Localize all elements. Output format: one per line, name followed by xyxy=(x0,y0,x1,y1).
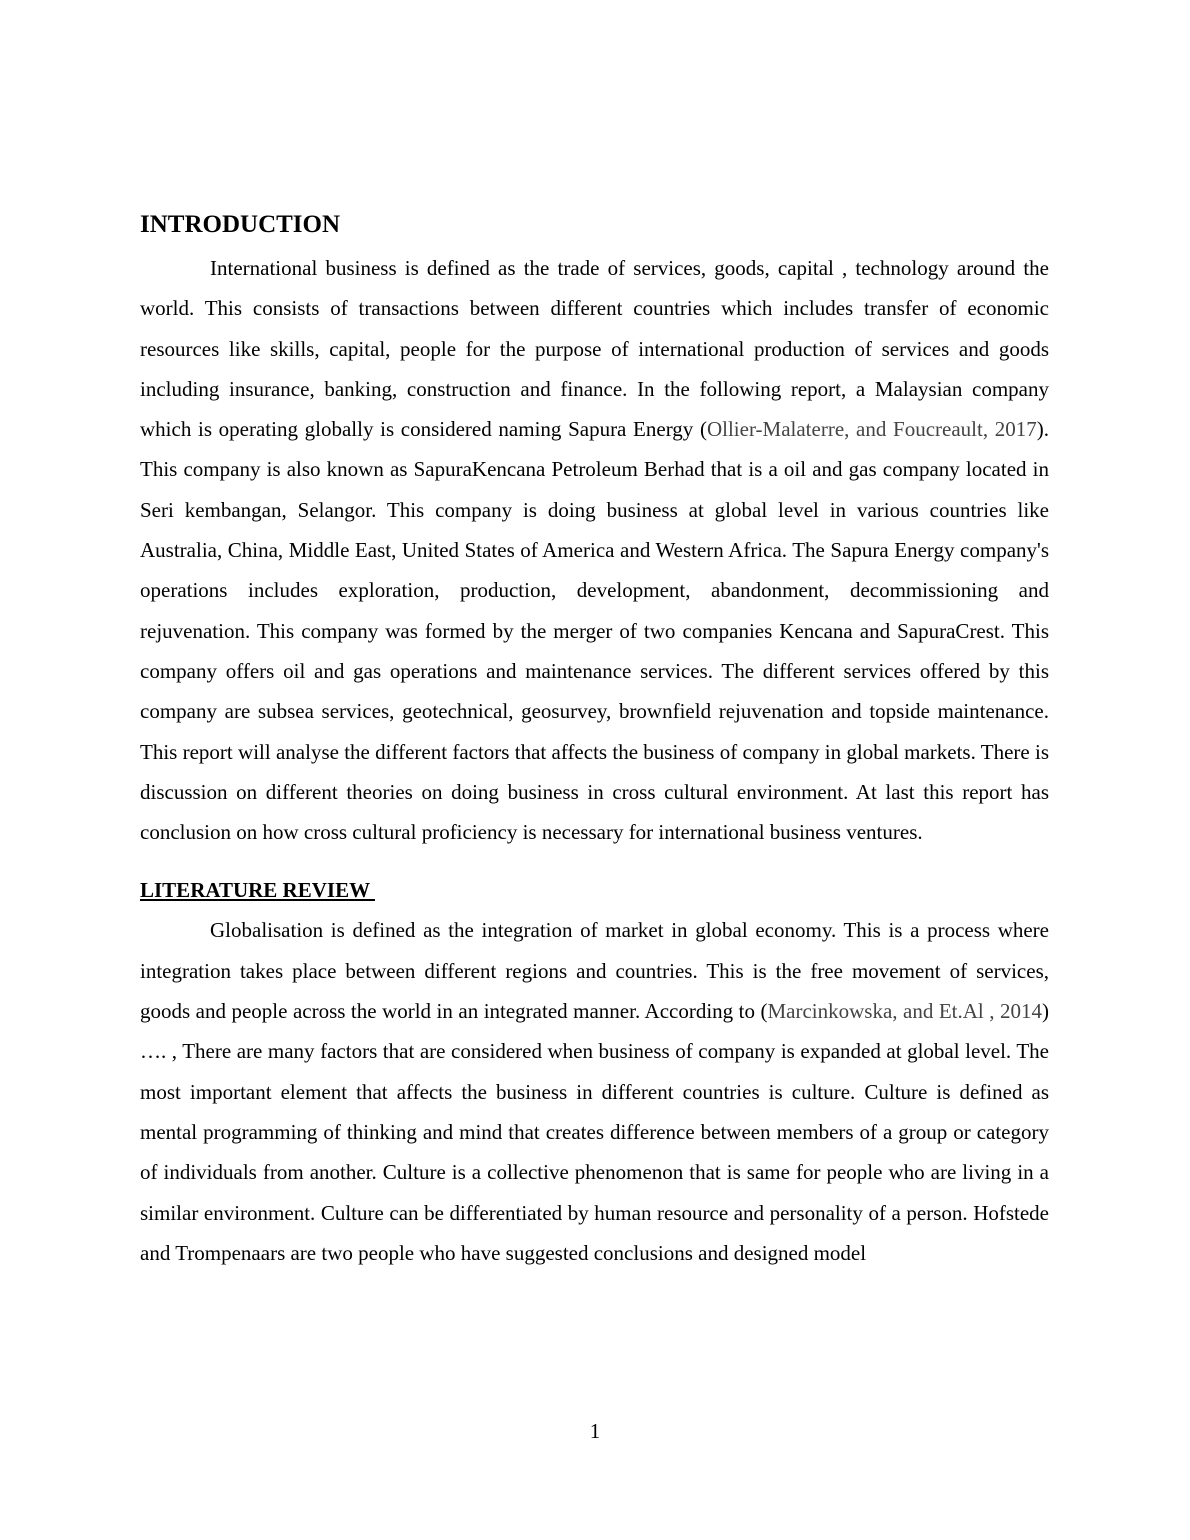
introduction-citation: Ollier-Malaterre, and Foucreault, 2017 xyxy=(706,417,1037,442)
literature-citation: Marcinkowska, and Et.Al , 2014 xyxy=(767,999,1042,1024)
page-content xyxy=(140,206,1049,1273)
page-number: 1 xyxy=(589,1419,601,1443)
introduction-text-part-1: International business is defined as the trade of services, goods, capital , technology around the world. This consists of transactions between different countries which includes transfer of economic resources like skills, capital, people for the purpose of international production of services and goods including insurance, banking, construction and finance. In the following report, a Malaysian company which is operating globally is considered naming Sapura Energy ( xyxy=(140,256,1049,442)
introduction-paragraph xyxy=(140,248,1049,852)
literature-review-heading: LITERATURE REVIEW xyxy=(140,878,375,903)
literature-text-part-2: ) …. , There are many factors that are considered when business of company is expanded at global level. The most important element that affects the business in different countries is culture. Culture is defined as mental programming of thinking and mind that creates difference between members of a group or category of individuals from another. Culture is a collective phenomenon that is same for people who are living in a similar environment. Culture can be differentiated by human resource and personality of a person. Hofstede and Trompenaars are two people who have suggested conclusions and designed model xyxy=(140,999,1049,1265)
introduction-heading: INTRODUCTION xyxy=(140,211,341,238)
introduction-text-part-2: ). This company is also known as SapuraKencana Petroleum Berhad that is a oil and gas company located in Seri kembangan, Selangor. This company is doing business at global level in various countries like Australia, China, Middle East, United States of America and Western Africa. The Sapura Energy company's operations includes exploration, production, development, abandonment, decommissioning and rejuvenation. This company was formed by the merger of two companies Kencana and SapuraCrest. This company offers oil and gas operations and maintenance services. The different services offered by this company are subsea services, geotechnical, geosurvey, brownfield rejuvenation and topside maintenance. This report will analyse the different factors that affects the business of company in global markets. There is discussion on different theories on doing business in cross cultural environment. At last this report has conclusion on how cross cultural proficiency is necessary for international business ventures. xyxy=(140,417,1050,845)
literature-review-paragraph xyxy=(140,910,1049,1273)
literature-text-part-1: Globalisation is defined as the integration of market in global economy. This is a process where integration takes place between different regions and countries. This is the free movement of services, goods and people across the world in an integrated manner. According to ( xyxy=(140,918,1049,1024)
